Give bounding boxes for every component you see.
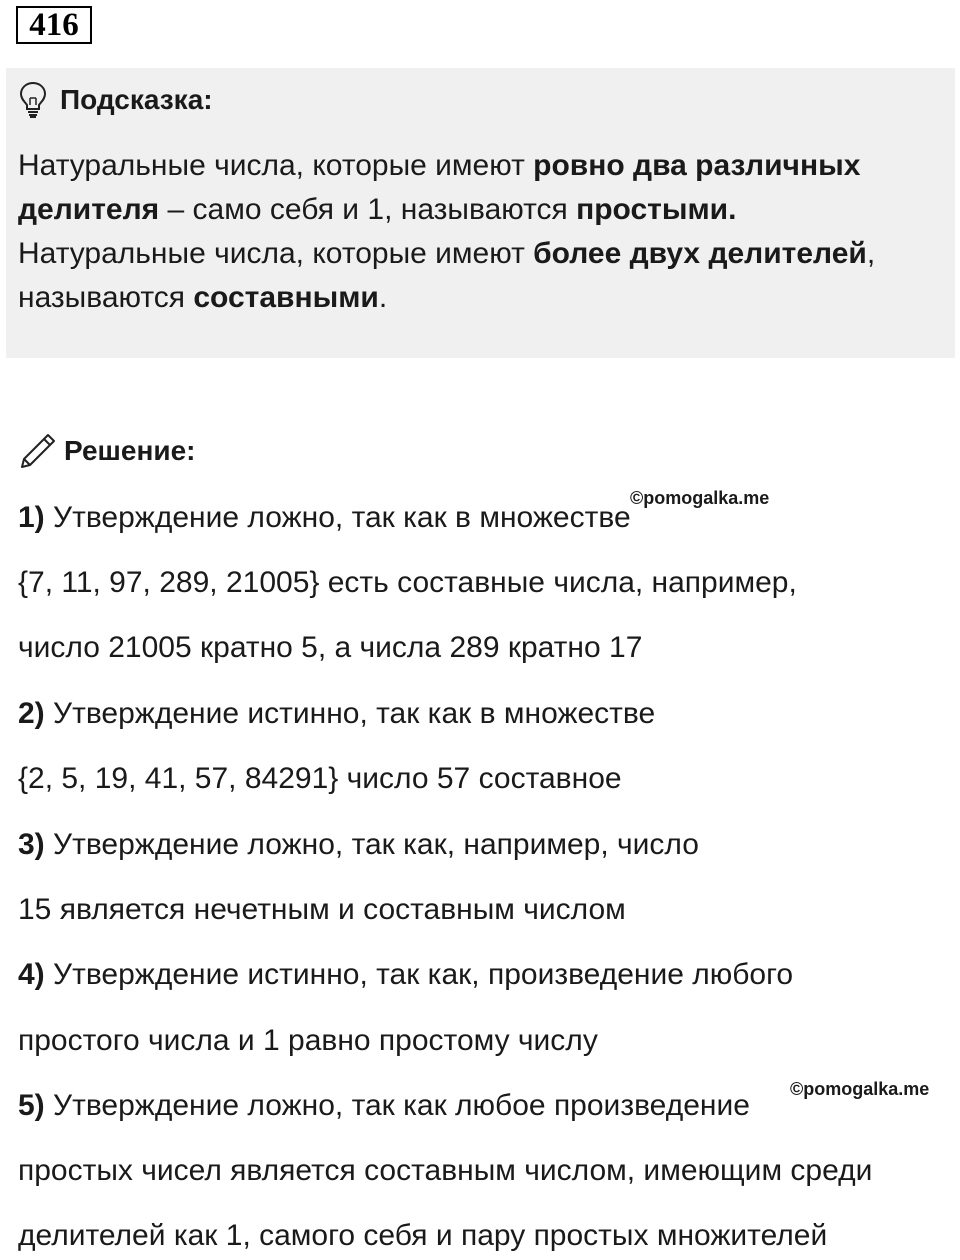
- hint-header: [18, 80, 213, 120]
- hint-text: [18, 144, 948, 320]
- hint-text-span: Натуральные числа, которые имеют: [18, 149, 534, 182]
- item-number: 3): [18, 828, 45, 861]
- watermark: ©pomogalka.me: [630, 488, 770, 508]
- solution-line: [18, 1151, 872, 1191]
- solution-line: [18, 1021, 598, 1061]
- solution-text: Утверждение ложно, так как, например, число: [44, 828, 699, 861]
- watermark: ©pomogalka.me: [790, 1079, 930, 1099]
- solution-text: число 21005 кратно 5, а числа 289 кратно 17: [18, 631, 643, 664]
- item-number: 5): [18, 1089, 45, 1122]
- solution-line: [18, 498, 631, 538]
- solution-line: [18, 628, 642, 668]
- solution-line: [18, 694, 655, 734]
- solution-text: простых чисел является составным числом, имеющим среди: [18, 1154, 873, 1187]
- hint-line: [18, 144, 948, 188]
- hint-text-span: – само себя и 1, называются: [159, 193, 577, 226]
- hint-bold-span: ровно два различных: [533, 149, 861, 182]
- hint-text-span: Натуральные числа, которые имеют: [18, 237, 534, 270]
- item-number: 2): [18, 697, 45, 730]
- solution-text: {2, 5, 19, 41, 57, 84291} число 57 составное: [18, 762, 622, 795]
- hint-text-span: ,: [866, 237, 876, 270]
- hint-line: [18, 188, 948, 232]
- pencil-icon: [18, 431, 58, 471]
- solution-line: [18, 1086, 750, 1126]
- solution-line: [18, 825, 699, 865]
- hint-text-span: .: [378, 281, 388, 314]
- solution-text: {7, 11, 97, 289, 21005} есть составные числа, например,: [18, 566, 797, 599]
- solution-title: Решение:: [64, 435, 196, 466]
- item-number: 4): [18, 958, 45, 991]
- solution-line: [18, 955, 793, 995]
- solution-line: [18, 1216, 827, 1256]
- solution-text: делителей как 1, самого себя и пару простых множителей: [18, 1219, 828, 1252]
- solution-line: [18, 759, 622, 799]
- solution-header: [18, 430, 195, 472]
- solution-text: Утверждение истинно, так как, произведение любого: [44, 958, 794, 991]
- hint-line: [18, 276, 948, 320]
- solution-text: простого числа и 1 равно простому числу: [18, 1024, 598, 1057]
- solution-text: Утверждение ложно, так как любое произведение: [44, 1089, 750, 1122]
- lightbulb-icon: [18, 81, 48, 119]
- solution-text: Утверждение ложно, так как в множестве: [44, 501, 631, 534]
- hint-bold-span: более двух делителей: [533, 237, 867, 270]
- hint-text-span: называются: [18, 281, 194, 314]
- hint-bold-span: составными: [193, 281, 379, 314]
- hint-bold-span: простыми.: [576, 193, 737, 226]
- solution-line: [18, 890, 626, 930]
- hint-title: Подсказка:: [60, 84, 213, 115]
- hint-line: [18, 232, 948, 276]
- item-number: 1): [18, 501, 45, 534]
- task-number: 416: [16, 6, 92, 44]
- solution-line: [18, 563, 797, 603]
- solution-text: Утверждение истинно, так как в множестве: [44, 697, 656, 730]
- hint-bold-span: делителя: [18, 193, 160, 226]
- solution-text: 15 является нечетным и составным числом: [18, 893, 626, 926]
